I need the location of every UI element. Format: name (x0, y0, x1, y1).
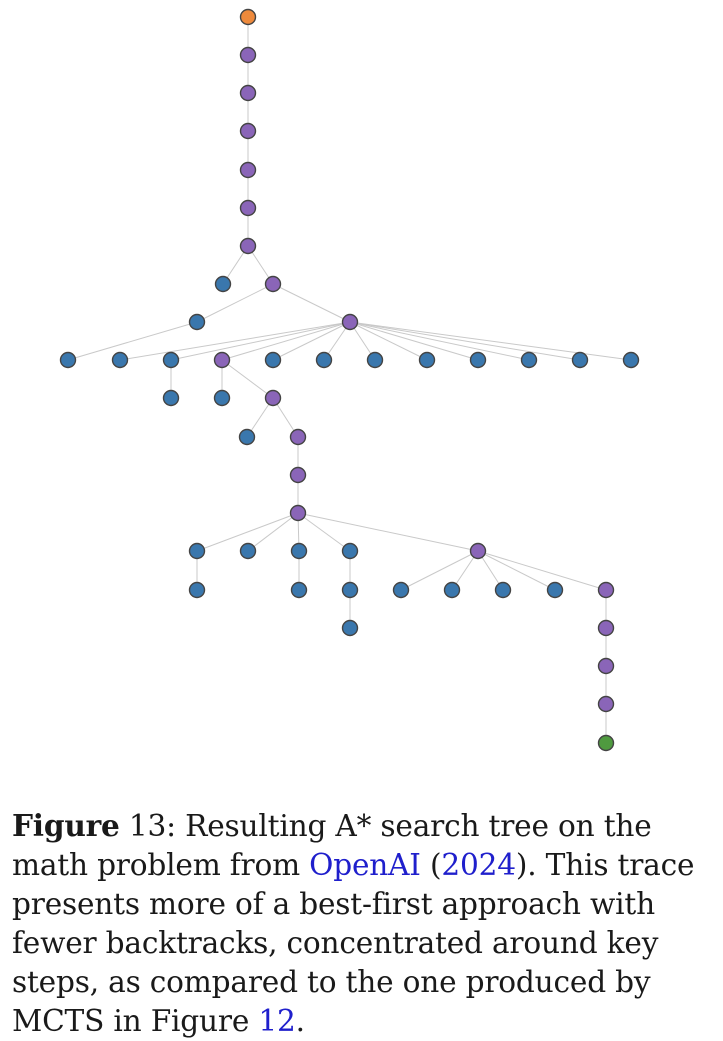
tree-node-explored (292, 583, 307, 598)
tree-node-explored (496, 583, 511, 598)
tree-node-path (291, 506, 306, 521)
tree-edge (350, 322, 631, 360)
figure-number: 13 (128, 809, 167, 843)
tree-node-path (241, 48, 256, 63)
tree-node-path (599, 583, 614, 598)
tree-edge (222, 322, 350, 360)
tree-node-path (241, 163, 256, 178)
citation-year-link[interactable]: 2024 (441, 848, 516, 882)
tree-node-path (599, 659, 614, 674)
tree-node-explored (190, 583, 205, 598)
tree-node-explored (394, 583, 409, 598)
tree-node-explored (368, 353, 383, 368)
figure-ref-link[interactable]: 12 (258, 1004, 296, 1038)
tree-node-explored (343, 621, 358, 636)
tree-node-path (599, 697, 614, 712)
figure-label: Figure (12, 808, 120, 843)
tree-nodes (61, 10, 639, 751)
tree-node-path (291, 430, 306, 445)
tree-node-explored (190, 544, 205, 559)
tree-node-explored (216, 277, 231, 292)
tree-node-explored (266, 353, 281, 368)
tree-node-path (599, 621, 614, 636)
tree-node-explored (317, 353, 332, 368)
tree-edge (68, 322, 197, 360)
tree-edge (478, 551, 606, 590)
tree-edge (197, 284, 273, 322)
tree-edge (273, 284, 350, 322)
tree-node-explored (113, 353, 128, 368)
citation-name-link[interactable]: OpenAI (309, 848, 421, 882)
tree-node-path (266, 391, 281, 406)
tree-node-explored (241, 544, 256, 559)
tree-node-explored (343, 544, 358, 559)
tree-node-path (266, 277, 281, 292)
caption-end: . (295, 1004, 305, 1038)
caption-text-1: : Resulting A* search tree on the math problem from (12, 809, 652, 882)
tree-edge (401, 551, 478, 590)
tree-node-path (241, 124, 256, 139)
tree-edge (248, 513, 298, 551)
tree-node-explored (420, 353, 435, 368)
tree-node-path (343, 315, 358, 330)
tree-node-path (291, 468, 306, 483)
tree-node-explored (445, 583, 460, 598)
tree-node-explored (164, 353, 179, 368)
tree-node-path (241, 239, 256, 254)
tree-node-explored (471, 353, 486, 368)
tree-node-explored (343, 583, 358, 598)
tree-node-explored (190, 315, 205, 330)
tree-edge (298, 513, 478, 551)
tree-node-explored (61, 353, 76, 368)
tree-node-path (215, 353, 230, 368)
tree-edge (120, 322, 350, 360)
citation-open-paren: ( (420, 848, 442, 882)
tree-node-explored (573, 353, 588, 368)
tree-node-path (471, 544, 486, 559)
tree-node-goal (599, 736, 614, 751)
tree-edge (222, 360, 273, 398)
tree-node-explored (240, 430, 255, 445)
tree-node-explored (522, 353, 537, 368)
tree-node-explored (624, 353, 639, 368)
caption-text-2: ). This trace presents more of a best-first approach with fewer backtracks, concentrated around key steps, as compared to the one produced by MCTS in Figure (12, 848, 695, 1038)
tree-node-explored (548, 583, 563, 598)
tree-edge (350, 322, 580, 360)
tree-node-root (241, 10, 256, 25)
tree-node-explored (164, 391, 179, 406)
tree-node-path (241, 201, 256, 216)
tree-node-path (241, 86, 256, 101)
tree-node-explored (292, 544, 307, 559)
tree-node-explored (215, 391, 230, 406)
